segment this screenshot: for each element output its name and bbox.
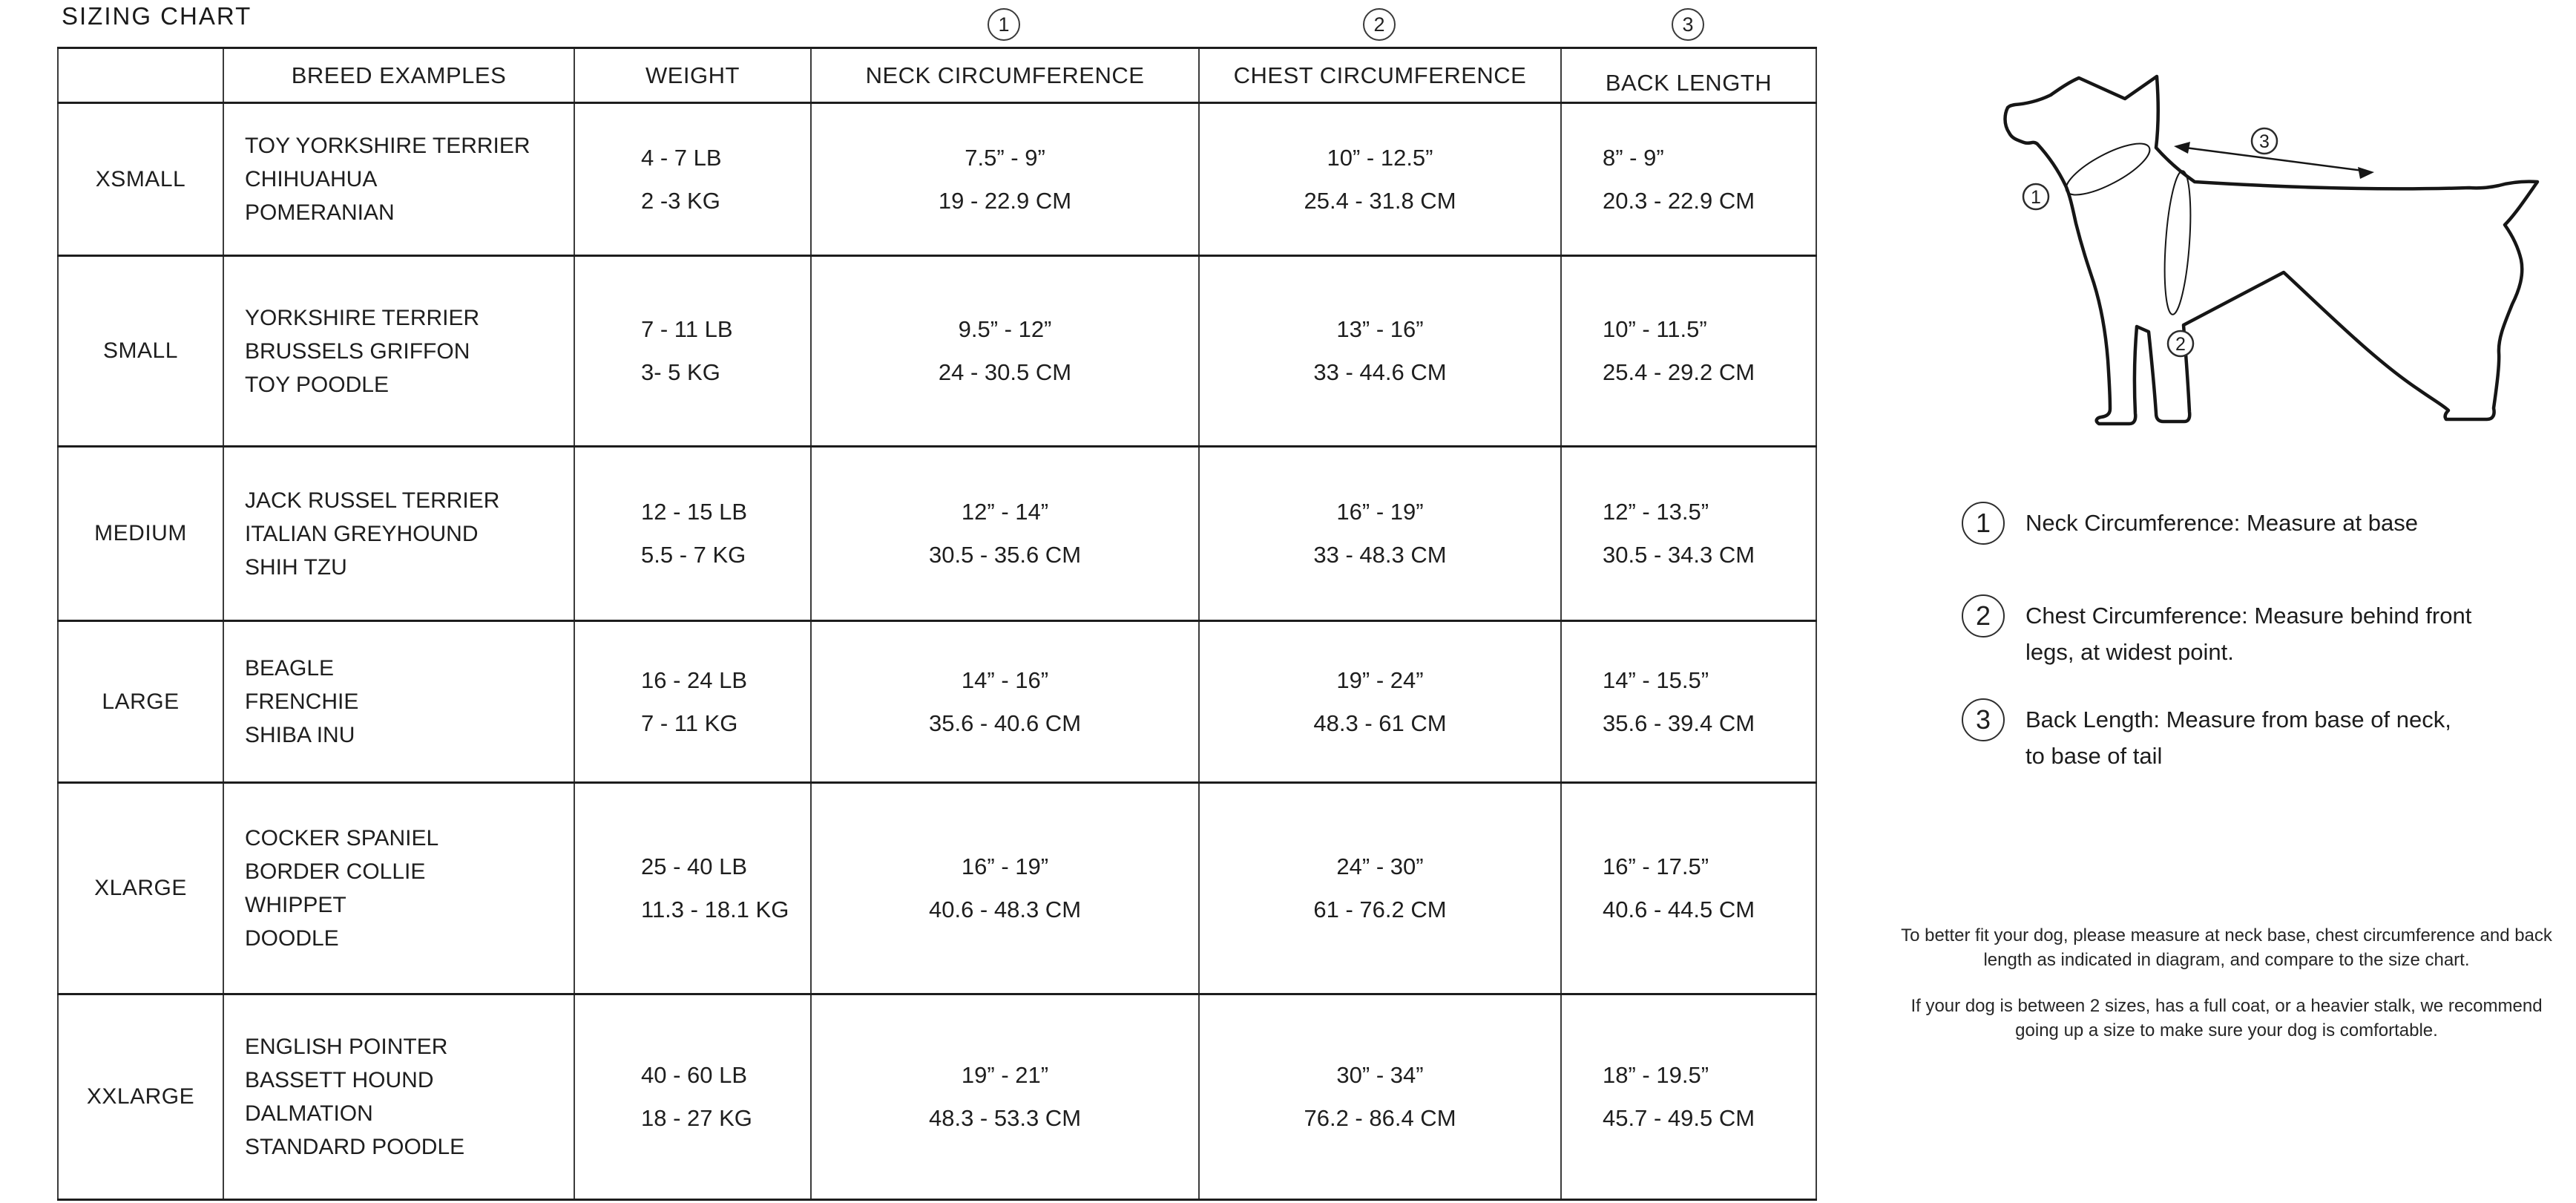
- arrowhead-left-icon: [2174, 142, 2190, 154]
- cell-line: SHIBA INU: [245, 723, 355, 747]
- breed-examples-cell: [223, 103, 574, 256]
- size-column-header: [58, 48, 223, 103]
- neck-cell: [811, 103, 1199, 256]
- sizing-table: [57, 47, 1817, 1201]
- breed-examples-cell: [223, 994, 574, 1200]
- cell-line: TOY POODLE: [245, 372, 389, 397]
- cell-line: 40 - 60 LB: [641, 1062, 748, 1088]
- cell-line: 16” - 17.5”: [1603, 853, 1709, 879]
- cell-line: 12” - 14”: [961, 499, 1049, 525]
- back-cell: [1561, 103, 1816, 256]
- size-cell: SMALL: [58, 256, 223, 447]
- cell-line: 48.3 - 61 CM: [1313, 709, 1447, 736]
- chest-cell: [1199, 256, 1561, 447]
- svg-text:2: 2: [2175, 334, 2186, 355]
- cell-line: JACK RUSSEL TERRIER: [245, 488, 500, 513]
- size-cell: MEDIUM: [58, 447, 223, 621]
- cell-line: 18” - 19.5”: [1603, 1062, 1709, 1088]
- chest-cell: [1199, 994, 1561, 1200]
- cell-line: BASSETT HOUND: [245, 1068, 434, 1092]
- neck-column-header: NECK CIRCUMFERENCE: [811, 48, 1199, 103]
- cell-line: YORKSHIRE TERRIER: [245, 305, 480, 330]
- cell-line: 5.5 - 7 KG: [641, 542, 746, 568]
- legend-line: Back Length: Measure from base of neck,: [2025, 707, 2451, 732]
- cell-line: 14” - 16”: [961, 666, 1049, 693]
- arrowhead-right-icon: [2358, 167, 2374, 179]
- cell-line: 30.5 - 34.3 CM: [1603, 542, 1755, 568]
- cell-line: 13” - 16”: [1336, 316, 1424, 342]
- legend-line: Chest Circumference: Measure behind front: [2025, 603, 2472, 629]
- breed-examples-cell: [223, 256, 574, 447]
- cell-line: 7 - 11 KG: [641, 709, 738, 736]
- neck-cell: [811, 256, 1199, 447]
- neck-cell: [811, 783, 1199, 994]
- cell-line: going up a size to make sure your dog is comfortable.: [2015, 1020, 2438, 1040]
- table-row: [58, 447, 1816, 621]
- legend-marker-2-icon: 2: [1962, 594, 2005, 637]
- cell-line: 14” - 15.5”: [1603, 666, 1709, 693]
- weight-cell: [574, 621, 811, 783]
- back-column-header: BACK LENGTH: [1561, 48, 1816, 103]
- page-title: SIZING CHART: [62, 2, 252, 30]
- legend-item: [1962, 505, 2418, 545]
- cell-line: 12” - 13.5”: [1603, 499, 1709, 525]
- cell-line: FRENCHIE: [245, 689, 359, 714]
- cell-line: 24 - 30.5 CM: [938, 359, 1072, 385]
- svg-text:1: 1: [2031, 187, 2041, 208]
- cell-line: 11.3 - 18.1 KG: [641, 896, 789, 922]
- cell-line: 7 - 11 LB: [641, 316, 733, 342]
- size-cell: XLARGE: [58, 783, 223, 994]
- cell-line: 8” - 9”: [1603, 144, 1664, 171]
- cell-line: DOODLE: [245, 926, 339, 951]
- breed-examples-cell: [223, 783, 574, 994]
- dog-diagram: [2003, 71, 2567, 494]
- legend-text: [2025, 597, 2471, 670]
- cell-line: SHIH TZU: [245, 554, 347, 580]
- legend-text: [2025, 701, 2451, 774]
- cell-line: 25.4 - 29.2 CM: [1603, 359, 1755, 385]
- size-cell: LARGE: [58, 621, 223, 783]
- cell-line: 19 - 22.9 CM: [938, 187, 1072, 214]
- cell-line: 61 - 76.2 CM: [1313, 896, 1447, 922]
- header-row: [58, 48, 1816, 103]
- cell-line: 20.3 - 22.9 CM: [1603, 187, 1755, 214]
- cell-line: CHIHUAHUA: [245, 167, 378, 191]
- legend-line: Neck Circumference: Measure at base: [2025, 510, 2418, 536]
- cell-line: 30.5 - 35.6 CM: [928, 542, 1082, 568]
- weight-cell: [574, 256, 811, 447]
- legend-item: [1962, 701, 2451, 774]
- cell-line: BORDER COLLIE: [245, 859, 426, 884]
- legend-marker-3-icon: 3: [1962, 698, 2005, 741]
- cell-line: 2 -3 KG: [641, 187, 720, 214]
- breed-examples-cell: [223, 447, 574, 621]
- cell-line: 76.2 - 86.4 CM: [1304, 1105, 1456, 1131]
- fit-note-paragraph: [1877, 994, 2576, 1043]
- chest-column-header: CHEST CIRCUMFERENCE: [1199, 48, 1561, 103]
- table-row: [58, 994, 1816, 1200]
- cell-line: 16” - 19”: [961, 853, 1049, 879]
- fit-note-paragraph: [1877, 923, 2576, 972]
- table-row: [58, 621, 1816, 783]
- back-column-marker-icon: 3: [1672, 8, 1704, 41]
- sizing-table-body: [58, 103, 1816, 1200]
- neck-column-marker-icon: 1: [988, 8, 1020, 41]
- chest-cell: [1199, 783, 1561, 994]
- cell-line: 19” - 21”: [961, 1062, 1049, 1088]
- weight-cell: [574, 447, 811, 621]
- size-cell: XXLARGE: [58, 994, 223, 1200]
- cell-line: STANDARD POODLE: [245, 1135, 465, 1159]
- legend-item: [1962, 597, 2471, 670]
- cell-line: 40.6 - 44.5 CM: [1603, 896, 1755, 922]
- back-cell: [1561, 256, 1816, 447]
- table-row: [58, 256, 1816, 447]
- cell-line: If your dog is between 2 sizes, has a full coat, or a heavier stalk, we recommend: [1910, 996, 2543, 1016]
- weight-column-header: WEIGHT: [574, 48, 811, 103]
- chest-cell: [1199, 447, 1561, 621]
- weight-cell: [574, 783, 811, 994]
- cell-line: 33 - 44.6 CM: [1313, 359, 1447, 385]
- chest-cell: [1199, 103, 1561, 256]
- weight-cell: [574, 994, 811, 1200]
- cell-line: 12 - 15 LB: [641, 499, 748, 525]
- cell-line: 30” - 34”: [1336, 1062, 1424, 1088]
- cell-line: 18 - 27 KG: [641, 1105, 752, 1131]
- table-row: [58, 783, 1816, 994]
- cell-line: 10” - 12.5”: [1327, 144, 1433, 171]
- neck-cell: [811, 994, 1199, 1200]
- breed-column-header: BREED EXAMPLES: [223, 48, 574, 103]
- breed-examples-cell: [223, 621, 574, 783]
- cell-line: length as indicated in diagram, and compare to the size chart.: [1983, 950, 2470, 970]
- size-cell: XSMALL: [58, 103, 223, 256]
- cell-line: 7.5” - 9”: [965, 144, 1045, 171]
- cell-line: To better fit your dog, please measure at neck base, chest circumference and back: [1901, 925, 2552, 945]
- legend-text: [2025, 505, 2418, 541]
- cell-line: 16” - 19”: [1336, 499, 1424, 525]
- legend-line: legs, at widest point.: [2025, 639, 2234, 665]
- cell-line: ITALIAN GREYHOUND: [245, 521, 479, 546]
- cell-line: 25 - 40 LB: [641, 853, 748, 879]
- back-cell: [1561, 447, 1816, 621]
- cell-line: POMERANIAN: [245, 200, 395, 225]
- chest-measure-ellipse: [2161, 170, 2194, 315]
- legend-marker-1-icon: 1: [1962, 502, 2005, 545]
- chest-cell: [1199, 621, 1561, 783]
- cell-line: 25.4 - 31.8 CM: [1304, 187, 1456, 214]
- cell-line: 16 - 24 LB: [641, 666, 748, 693]
- legend-line: to base of tail: [2025, 743, 2163, 769]
- table-row: [58, 103, 1816, 256]
- cell-line: 9.5” - 12”: [958, 316, 1052, 342]
- cell-line: WHIPPET: [245, 893, 346, 917]
- weight-cell: [574, 103, 811, 256]
- dog-outline: [2005, 76, 2538, 424]
- cell-line: COCKER SPANIEL: [245, 826, 439, 850]
- neck-cell: [811, 621, 1199, 783]
- back-cell: [1561, 621, 1816, 783]
- cell-line: BRUSSELS GRIFFON: [245, 338, 470, 364]
- cell-line: ENGLISH POINTER: [245, 1035, 448, 1059]
- cell-line: 3- 5 KG: [641, 359, 720, 385]
- back-cell: [1561, 783, 1816, 994]
- cell-line: 35.6 - 40.6 CM: [928, 709, 1082, 736]
- cell-line: 35.6 - 39.4 CM: [1603, 709, 1755, 736]
- fit-note: [1877, 923, 2576, 1043]
- cell-line: 33 - 48.3 CM: [1313, 542, 1447, 568]
- cell-line: 10” - 11.5”: [1603, 316, 1707, 342]
- cell-line: 45.7 - 49.5 CM: [1603, 1105, 1755, 1131]
- back-cell: [1561, 994, 1816, 1200]
- cell-line: 40.6 - 48.3 CM: [928, 896, 1082, 922]
- neck-measure-ellipse: [2060, 134, 2156, 204]
- svg-text:3: 3: [2259, 131, 2270, 152]
- cell-line: DALMATION: [245, 1101, 373, 1126]
- cell-line: TOY YORKSHIRE TERRIER: [245, 134, 530, 158]
- cell-line: 4 - 7 LB: [641, 144, 722, 171]
- neck-cell: [811, 447, 1199, 621]
- cell-line: BEAGLE: [245, 656, 335, 681]
- cell-line: 24” - 30”: [1336, 853, 1424, 879]
- cell-line: 19” - 24”: [1336, 666, 1424, 693]
- chest-column-marker-icon: 2: [1363, 8, 1396, 41]
- cell-line: 48.3 - 53.3 CM: [928, 1105, 1082, 1131]
